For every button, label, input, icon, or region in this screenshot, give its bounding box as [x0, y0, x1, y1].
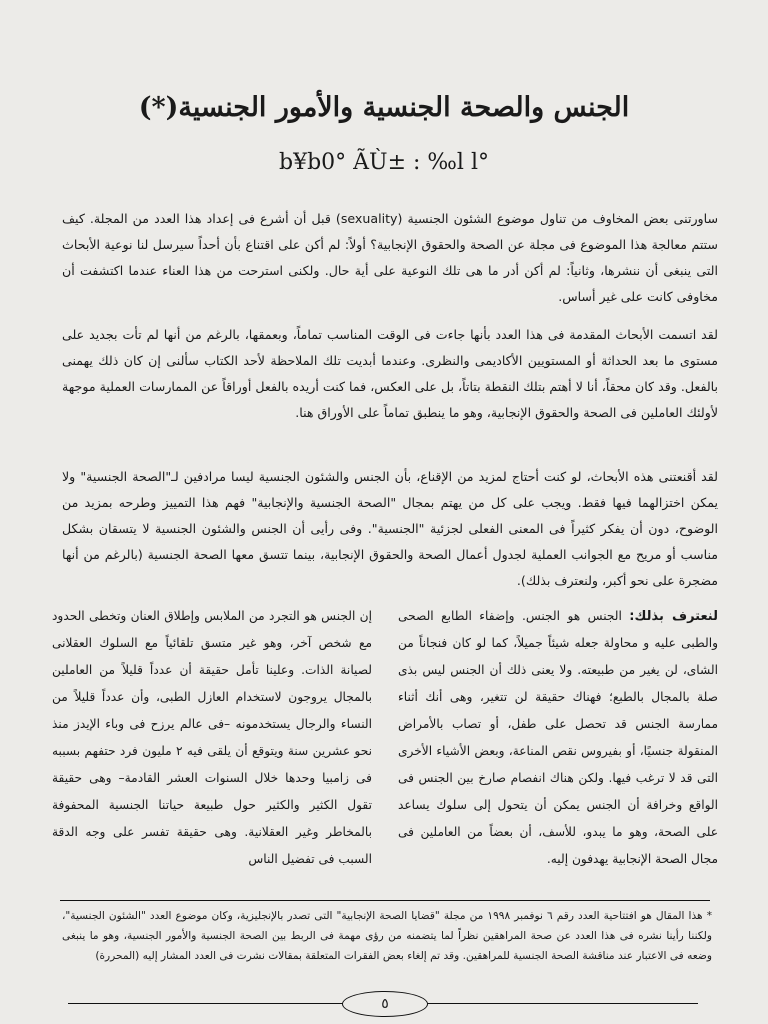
paragraph-2: لقد اتسمت الأبحاث المقدمة فى هذا العدد بأنها جاءت فى الوقت المناسب تماماً، وبعمقها، بالرغم من أنها لم تأت بجديد على مستوى ما بعد الحداثة أو المستويين الأكاديمى والنظرى. وعندما أبديت تلك الملاحظة لأحد الكتاب سألنى إن كان ذلك يهمنى بالفعل. وقد كان محقاً، أنا لا أهتم بتلك النقطة بتاتاً، بل على العكس، فما كنت أريده بالفعل أوراقاً عن الممارسات العملية موجهة لأولئك العاملين فى الصحة والحقوق الإنجابية، وهو ما ينطبق تماماً على الأوراق هنا.	[62, 327, 718, 420]
author-line: b¥b0° ÃÙ± : ‰l ‌l°	[279, 150, 489, 175]
footnote-divider	[60, 900, 710, 901]
paragraph-3: لقد أقنعتنى هذه الأبحاث، لو كنت أحتاج لمزيد من الإقناع، بأن الجنس والشئون الجنسية ليسا مرادفين لـ"الصحة الجنسية" ولا يمكن اختزالهما فيها فقط. ويجب على كل من يهتم بمجال "الصحة الجنسية والإنجابية" فهم هذا التمييز وطرحه بمزيد من الوضوح، دون أن يفكر كثيراً فى المعنى الفعلى لجزئية "الجنسية". وفى رأيى أن الجنس والشئون الجنسية لا يتسقان بشكل مناسب أو مريح مع الجوانب العملية لجدول أعمال الصحة والحقوق الإنجابية، بينما تتسق معها الصحة الجنسية (بالرغم من أنها مضجرة على نحو أكبر، ولنعترف بذلك).	[62, 469, 718, 588]
column-right	[398, 603, 718, 873]
column-left: إن الجنس هو التجرد من الملابس وإطلاق العنان وتخطى الحدود مع شخص آخر، وهو غير متسق تلقائياً مع السلوك العقلانى لصيانة الذات. وعلينا تأمل حقيقة أن عدداً قليلاً من العاملين بالمجال يروجون لاستخدام العازل الطبى، وأن عدداً قليلاً من النساء والرجال يستخدمونه –فى عالم يرزح فى وباء الإيدز منذ نحو عشرين سنة ويتوقع أن يلقى فيه ٢ مليون فرد حتفهم بسببه فى زامبيا وحدها خلال السنوات العشر القادمة– وهى حقيقة تقول الكثير والكثير حول طبيعة حياتنا الجنسية المحفوفة بالمخاطر وغير العقلانية. وهى حقيقة تفسر على وجه الدقة السبب فى تفضيل الناس	[52, 609, 372, 866]
article-title: الجنس والصحة الجنسية والأمور الجنسية(*)	[138, 92, 630, 123]
footnote: * هذا المقال هو افتتاحية العدد رقم ٦ نوفمبر ١٩٩٨ من مجلة "قضايا الصحة الإنجابية" التى تصدر بالإنجليزية، وكان موضوع العدد "الشئون الجنسية"، ولكننا رأينا نشره فى هذا العدد عن صحة المراهقين نظراً لما يتضمنه من رؤى مهمة فى الربط بين الصحة الجنسية والأمور الجنسية، وهو ما ينبغى وضعه فى الاعتبار عند مناقشة الصحة الجنسية للمراهقين. وقد تم إلغاء بعض الفقرات المتعلقة بمقالات نشرت فى العدد المشار إليه (المحررة)	[62, 910, 712, 962]
page-number: ٥	[342, 991, 428, 1017]
paragraph-1: ساورتنى بعض المخاوف من تناول موضوع الشئون الجنسية (sexuality) قبل أن أشرع فى إعداد هذا العدد من المجلة. كيف ستتم معالجة هذا الموضوع فى مجلة عن الصحة والحقوق الإنجابية؟ أولاً: لم أكن على اقتناع بأن أحداً سيرسل لنا نوعية الأبحاث التى ينبغى أن ننشرها، وثانياً: لم أكن أدر ما هى تلك النوعية على أية حال. ولكنى استرحت من هذا العناء عندما اكتشفت أن مخاوفى كانت على غير أساس.	[62, 211, 719, 304]
column-right-text: الجنس هو الجنس. وإضفاء الطابع الصحى والطبى عليه و محاولة جعله شيئاً جميلاً، كما لو كان فنجاناً من الشاى، لن يغير من طبيعته. ولا يعنى ذلك أن الجنس ليس بذى صلة بالمجال بالطبع؛ فهناك حقيقة لن تتغير، وهى أنك أثناء ممارسة الجنس قد تحصل على طفل، أو تصاب بالأمراض المنقولة جنسيًا، أو بفيروس نقص المناعة، وبعض الأشياء الأخرى التى قد لا ترغب فيها. ولكن هناك انفصام صارخ بين الجنس فى الواقع وخرافة أن الجنس يمكن أن يتحول إلى سلوك يساعد على الصحة، وهو ما يبدو، للأسف، أن بعضاً من العاملين فى مجال الصحة الإنجابية يهدفون إليه.	[398, 609, 718, 866]
column-lead-phrase: لنعترف بذلك:	[629, 609, 718, 624]
